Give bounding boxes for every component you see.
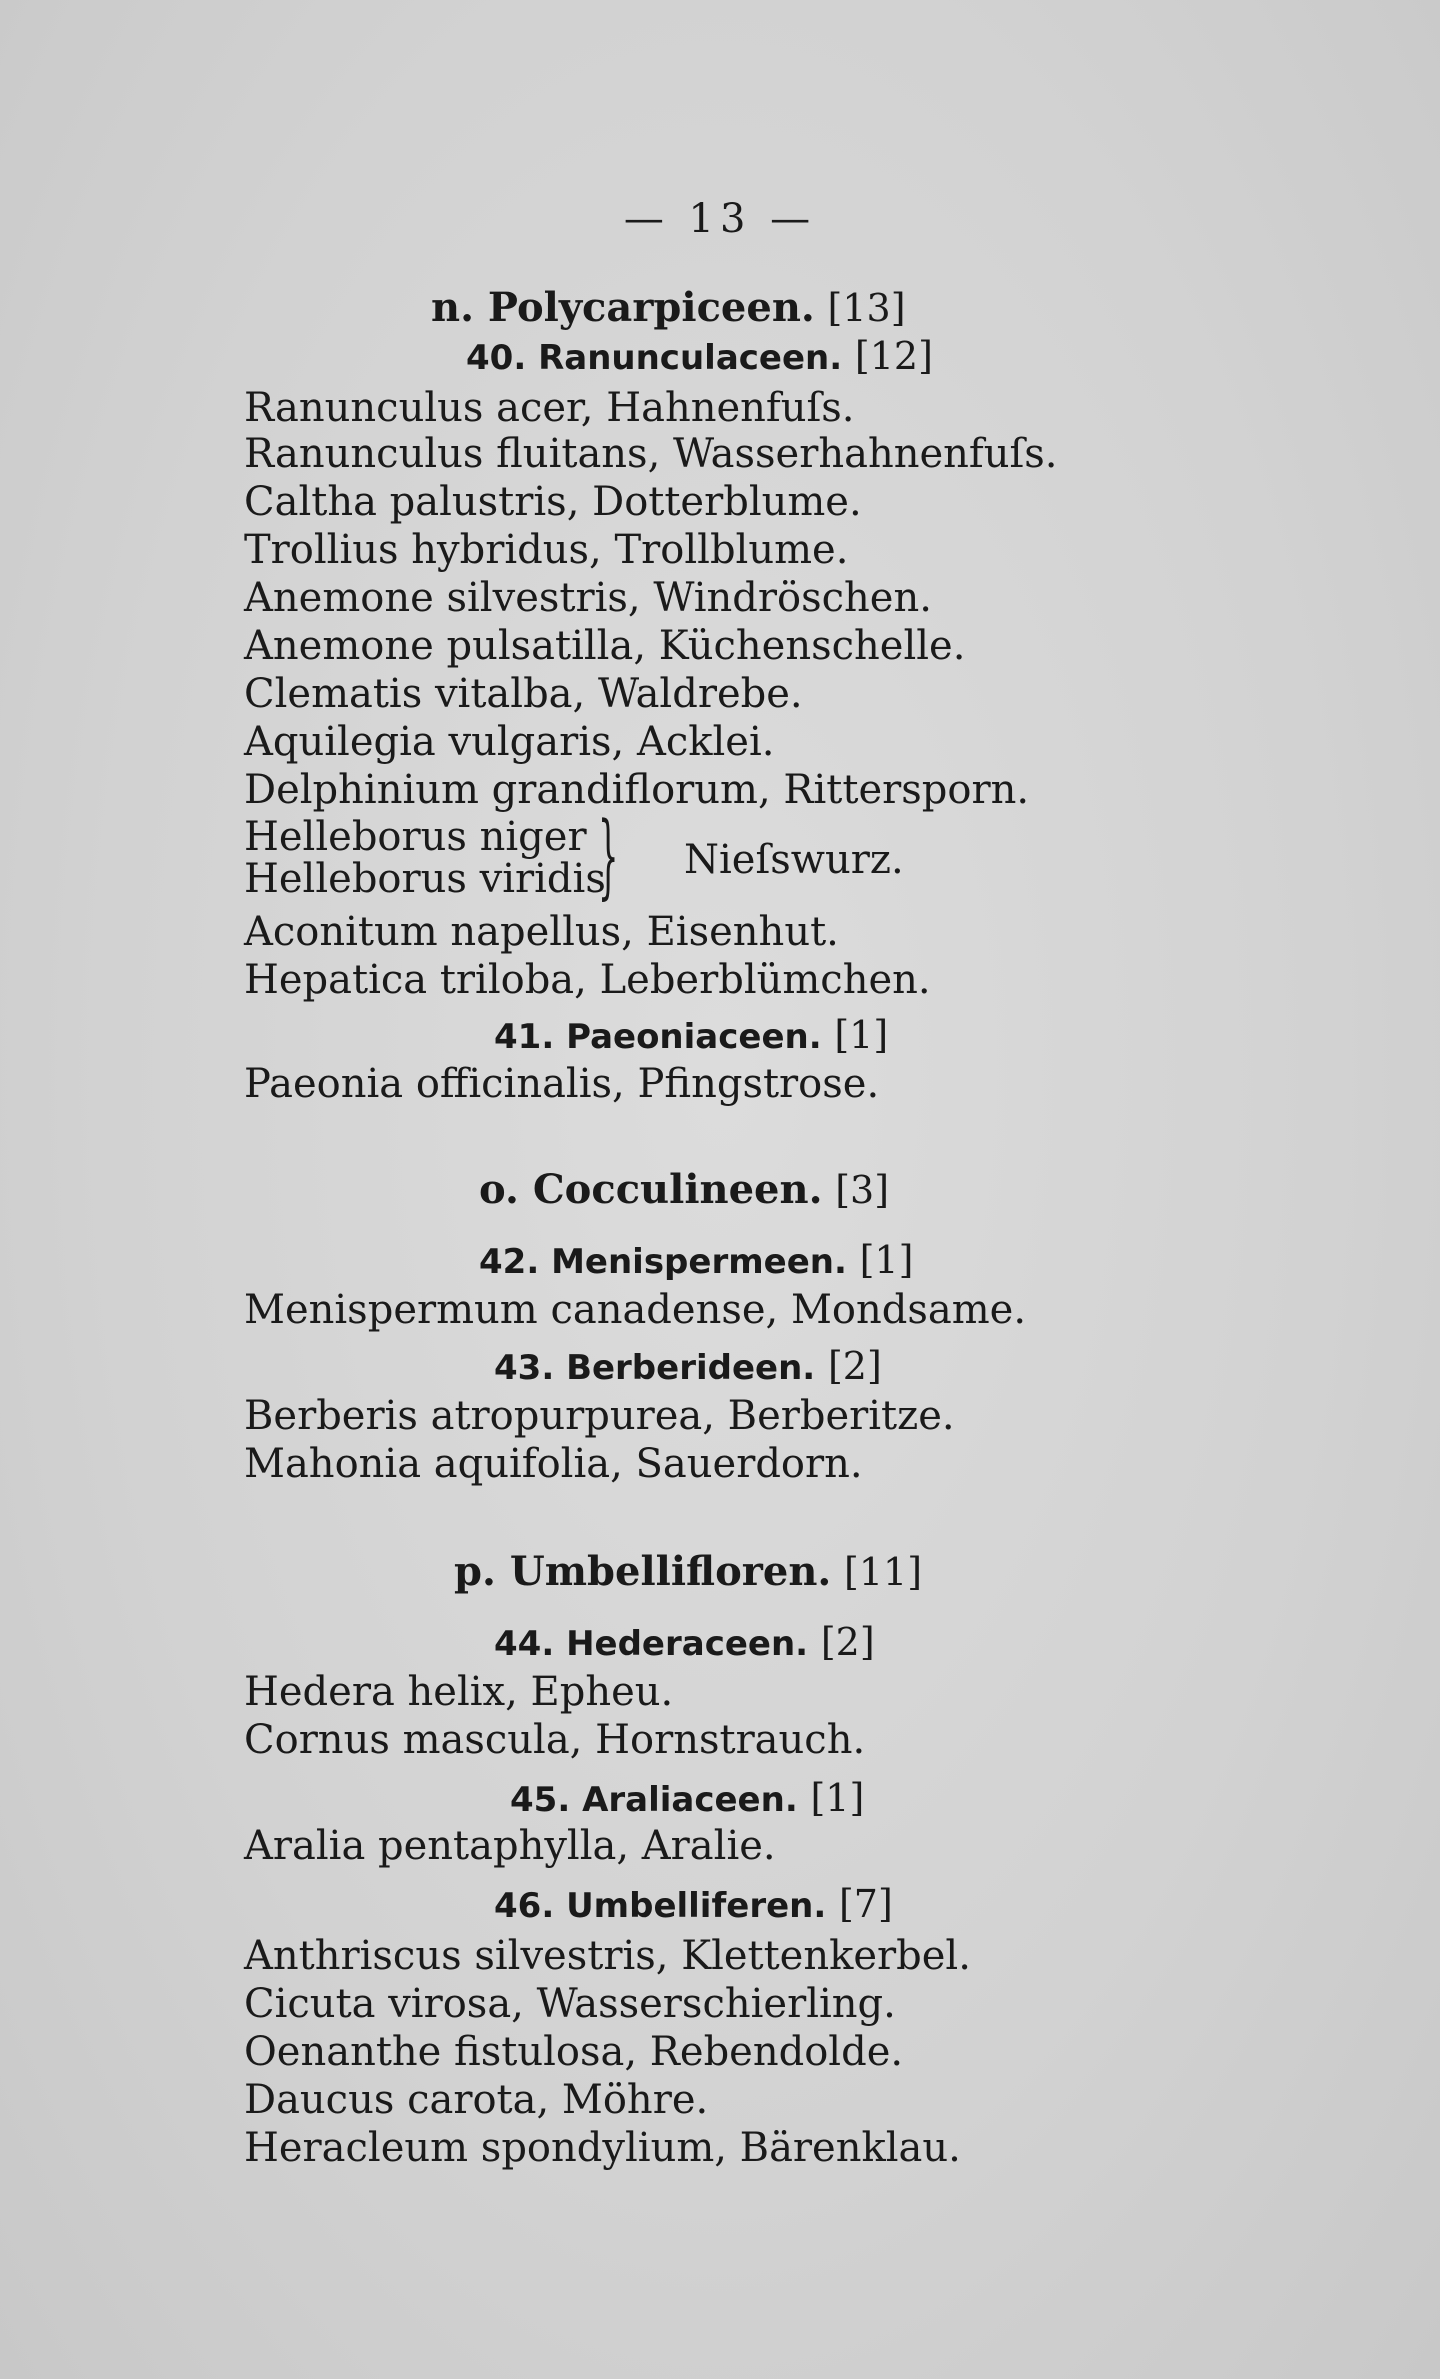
section-heading-n: [431, 286, 906, 330]
species-line: Berberis atropurpurea, Berberitze.: [244, 1393, 955, 1439]
species-line: Menispermum canadense, Mondsame.: [244, 1287, 1027, 1333]
species-line: Paeonia officinalis, Pfingstrose.: [244, 1061, 880, 1107]
species-line: Trollius hybridus, Trollblume.: [244, 527, 849, 573]
family-heading-46: [494, 1882, 893, 1928]
species-line: Hepatica triloba, Leberblümchen.: [244, 957, 931, 1003]
bracket-common-name: Nieſswurz.: [684, 837, 904, 883]
family-count: [2]: [827, 1344, 882, 1388]
family-heading-44: [494, 1620, 875, 1666]
family-title: 41. Paeoniaceen.: [494, 1017, 822, 1057]
species-line: Aconitum napellus, Eisenhut.: [244, 909, 839, 955]
family-heading-43: [494, 1344, 882, 1390]
family-title: 45. Araliaceen.: [510, 1780, 798, 1820]
scanned-page: — 13 — n. Polycarpiceen. [13] 40. Ranunculaceen. [12] Ranunculus acer, Hahnenfuſs. Ranunculus fluitans, Wasserhahnenfuſs. Caltha palustris, Dotterblume. Trollius hybridus, Trollblume. Anemone silvestris, Windröschen. Anemone pulsatilla, Küchenschelle. Clematis vitalba, Waldrebe. Aquilegia vulgaris, Acklei. Delphinium grandiflorum, Rittersporn. Helleborus niger Helleborus viridis } Nieſswurz. Aconitum napellus, Eisenhut. Hepatica triloba, Leberblümchen. 41. Paeoniaceen. [1] Paeonia officinalis, Pfingstrose. o. Cocculineen. [3] 42. Menispermeen. [1] Menispermum canadense, Mondsame. 43. Berberideen. [2] Berberis atropurpurea, Berberitze. Mahonia aquifolia, Sauerdorn. p. Umbellifloren. [11] 44. Hederaceen. [2] Hedera helix, Epheu. Cornus mascula, Hornstrauch. 45. Araliaceen. [1] Aralia pentaphylla, Aralie. 46. Umbelliferen. [7] Anthriscus silvestris, Klettenkerbel. Cicuta virosa, Wasserschierling. Oenanthe fistulosa, Rebendolde. Daucus carota, Möhre. Heracleum spondylium, Bärenklau.: [0, 0, 1440, 2379]
family-title: 40. Ranunculaceen.: [466, 338, 843, 378]
species-line: Cicuta virosa, Wasserschierling.: [244, 1981, 896, 2027]
family-count: [12]: [854, 334, 933, 378]
section-count: [3]: [835, 1168, 890, 1212]
species-line: Aquilegia vulgaris, Acklei.: [244, 719, 775, 765]
section-title: o. Cocculineen.: [479, 1166, 823, 1213]
section-count: [13]: [827, 286, 906, 330]
species-line: Anemone silvestris, Windröschen.: [244, 575, 932, 621]
family-count: [1]: [859, 1238, 914, 1282]
family-heading-45: [510, 1776, 864, 1822]
section-heading-o: [479, 1168, 889, 1212]
family-title: 46. Umbelliferen.: [494, 1886, 827, 1926]
species-line: Daucus carota, Möhre.: [244, 2077, 709, 2123]
family-heading-41: [494, 1013, 888, 1059]
species-line-bracketed: Helleborus viridis: [244, 856, 606, 902]
page-number: — 13 —: [623, 196, 817, 242]
family-title: 42. Menispermeen.: [479, 1242, 847, 1282]
family-heading-42: [479, 1238, 913, 1284]
section-title: n. Polycarpiceen.: [431, 284, 815, 331]
species-line: Anemone pulsatilla, Küchenschelle.: [244, 623, 966, 669]
species-line: Oenanthe fistulosa, Rebendolde.: [244, 2029, 904, 2075]
section-count: [11]: [844, 1550, 923, 1594]
family-count: [1]: [834, 1013, 889, 1057]
species-line: Hedera helix, Epheu.: [244, 1669, 674, 1715]
family-count: [2]: [820, 1620, 875, 1664]
family-title: 44. Hederaceen.: [494, 1624, 809, 1664]
species-line: Ranunculus fluitans, Wasserhahnenfuſs.: [244, 431, 1058, 477]
section-heading-p: [454, 1550, 922, 1594]
species-line: Mahonia aquifolia, Sauerdorn.: [244, 1441, 863, 1487]
species-line: Heracleum spondylium, Bärenklau.: [244, 2125, 961, 2171]
family-count: [1]: [810, 1776, 865, 1820]
species-line: Anthriscus silvestris, Klettenkerbel.: [244, 1933, 971, 1979]
section-title: p. Umbellifloren.: [454, 1548, 832, 1595]
species-line: Delphinium grandiflorum, Rittersporn.: [244, 767, 1030, 813]
species-line: Caltha palustris, Dotterblume.: [244, 479, 862, 525]
family-count: [7]: [838, 1882, 893, 1926]
species-line: Cornus mascula, Hornstrauch.: [244, 1717, 866, 1763]
family-heading-40: [466, 334, 933, 380]
species-line: Ranunculus acer, Hahnenfuſs.: [244, 385, 855, 431]
species-line: Clematis vitalba, Waldrebe.: [244, 671, 803, 717]
species-line: Aralia pentaphylla, Aralie.: [244, 1823, 776, 1869]
family-title: 43. Berberideen.: [494, 1348, 816, 1388]
species-line-bracketed: Helleborus niger: [244, 814, 587, 860]
